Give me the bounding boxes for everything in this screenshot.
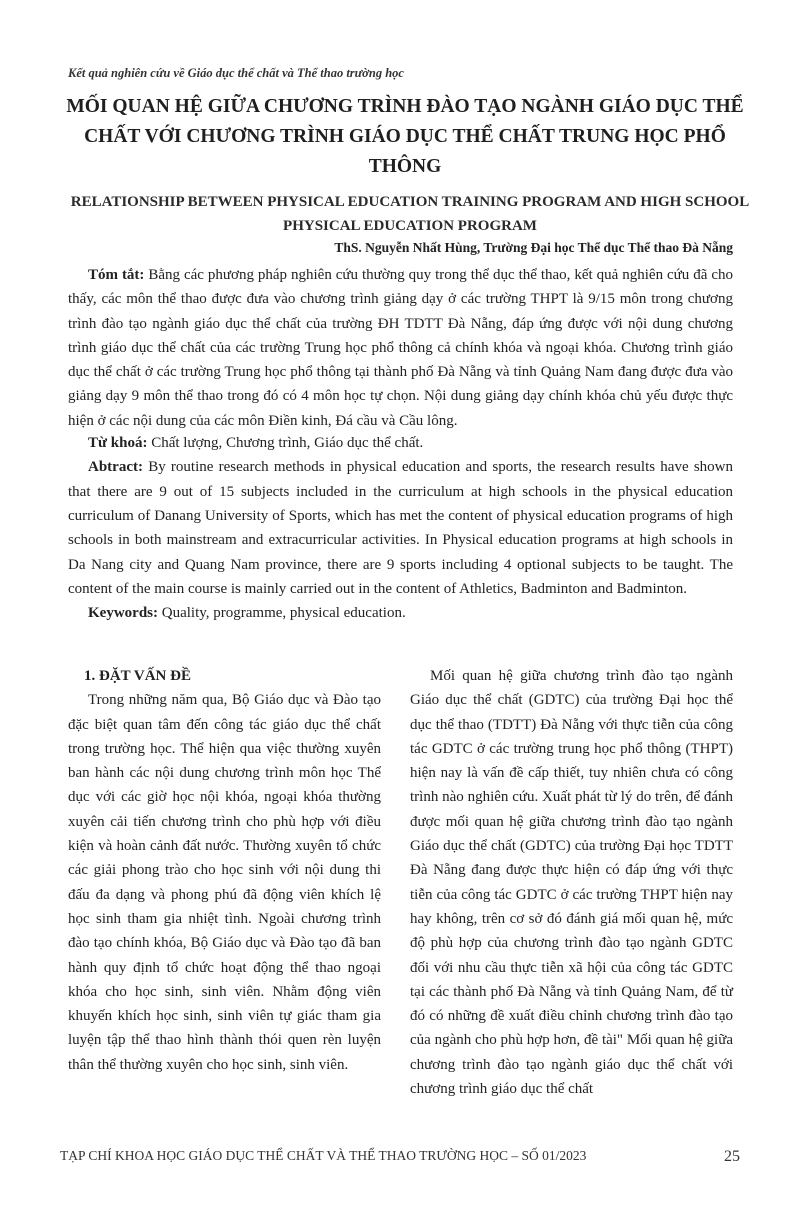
summary-vi [68, 263, 733, 433]
running-head: Kết quả nghiên cứu về Giáo dục thể chất và Thể thao trường học [68, 66, 404, 80]
author-affiliation: ThS. Nguyễn Nhất Hùng, Trường Đại học Thể dục Thể thao Đà Nẵng [334, 240, 733, 255]
summary-label: Tóm tắt: [88, 267, 145, 283]
keywords-vi-text: Chất lượng, Chương trình, Giáo dục thể chất. [147, 435, 424, 452]
article-title: MỐI QUAN HỆ GIỮA CHƯƠNG TRÌNH ĐÀO TẠO NGÀNH GIÁO DỤC THỂ CHẤT VỚI CHƯƠNG TRÌNH GIÁO DỤC THỂ CHẤT TRUNG HỌC PHỔ THÔNG [66, 96, 744, 177]
summary-text: Bằng các phương pháp nghiên cứu thường quy trong thể dục thể thao, kết quả nghiên cứu đã cho thấy, các môn thể thao được đưa vào chương trình giảng dạy ở các trường THPT là 9/15 môn trong chương trình đào tạo ngành giáo dục thể chất của trường ĐH TDTT Đà Nẵng, đáp ứng được với nội dung chương trình giáo dục thể chất của các trường Trung học phổ thông cả chính khóa và ngoại khóa. Chương trình giáo dục thể chất ở các trường Trung học phổ thông tại thành phố Đà Nẵng và tỉnh Quảng Nam đang được đưa vào giảng dạy 9 môn thể thao trong đó có 4 môn học tự chọn. Nội dung giảng dạy chính khóa chủ yếu được thực hiện ở các nội dung của các môn Điền kinh, Đá cầu và Cầu lông. [68, 267, 733, 429]
left-column [68, 664, 381, 1077]
right-column-text: Mối quan hệ giữa chương trình đào tạo ngành Giáo dục thể chất (GDTC) của trường Đại học thể dục thể thao (TDTT) Đà Nẵng với thực tiễn của công tác GDTC ở các trường trung học phổ thông (THPT) hiện nay là vấn đề cấp thiết, tuy nhiên chưa có công trình nào nghiên cứu. Xuất phát từ lý do trên, để đánh được mối quan hệ giữa chương trình đào tạo ngành Giáo dục thể chất (GDTC) của trường Đại học TDTT Đà Nẵng đang được thực hiện có đáp ứng với thực tiễn của công tác GDTC ở các trường THPT hiện nay hay không, trên cơ sở đó đánh giá mối quan hệ, mức độ phù hợp của chương trình đào tạo ngành GDTC đối với nhu cầu thực tiễn xã hội của công tác GDTC tại các thành phố Đà Nẵng và tỉnh Quảng Nam, để từ đó có những đề xuất điều chỉnh chương trình đào tạo của ngành cho phù hợp hơn, đề tài" Mối quan hệ giữa chương trình đào tạo ngành giáo dục thể chất với chương trình giáo dục thể chất [410, 668, 733, 1098]
keywords-vi [68, 431, 733, 455]
section-heading: 1. ĐẶT VẤN ĐỀ [84, 668, 191, 684]
abstract-en [68, 455, 733, 601]
keywords-en [68, 601, 733, 625]
page-footer [60, 1148, 740, 1166]
abstract-label: Abtract: [88, 459, 143, 476]
keywords-vi-label: Từ khoá: [88, 435, 148, 452]
keywords-en-text: Quality, programme, physical education. [158, 605, 406, 622]
abstract-text: By routine research methods in physical education and sports, the research results have shown that there are 9 out of 15 subjects included in the curriculum at high schools in the physical education curriculum of Danang University of Sports, which has met the content of physical education programs of high schools in both mainstream and extracurricular activities. In Physical education programs at high schools in Da Nang city and Quang Nam province, there are 9 sports including 4 optional subjects to be taught. The content of the main course is mainly carried out in the content of Athletics, Badminton and Badminton. [68, 459, 733, 597]
article-subtitle-english: RELATIONSHIP BETWEEN PHYSICAL EDUCATION TRAINING PROGRAM AND HIGH SCHOOL PHYSICAL EDUCATION PROGRAM [70, 194, 750, 234]
keywords-en-label: Keywords: [88, 605, 158, 622]
journal-name: TẠP CHÍ KHOA HỌC GIÁO DỤC THỂ CHẤT VÀ THỂ THAO TRƯỜNG HỌC – SỐ 01/2023 [60, 1148, 587, 1163]
abstract-block [68, 263, 733, 625]
left-column-text: Trong những năm qua, Bộ Giáo dục và Đào tạo đặc biệt quan tâm đến công tác giáo dục thể chất trong trường học. Thể hiện qua việc thường xuyên ban hành các nội dung chương trình môn học Thể dục với các giờ học nội khóa, ngoại khóa thường xuyên cải tiến chương trình cho phù hợp với điều kiện và hoàn cảnh đất nước. Thường xuyên tổ chức các giải phong trào cho học sinh với nội dung thi đấu đa dạng và phong phú đã động viên khích lệ học sinh tham gia nhiệt tình. Ngoài chương trình đào tạo chính khóa, Bộ Giáo dục và Đào tạo đã ban hành quy định tổ chức hoạt động thể thao ngoại khóa cho học sinh, sinh viên. Nhằm động viên khuyến khích học sinh, sinh viên tự giác tham gia luyện tập thể thao hình thành thói quen rèn luyện thân thể thường xuyên cho học sinh, sinh viên. [68, 692, 381, 1073]
page-number: 25 [724, 1148, 740, 1165]
right-column [410, 664, 733, 1101]
